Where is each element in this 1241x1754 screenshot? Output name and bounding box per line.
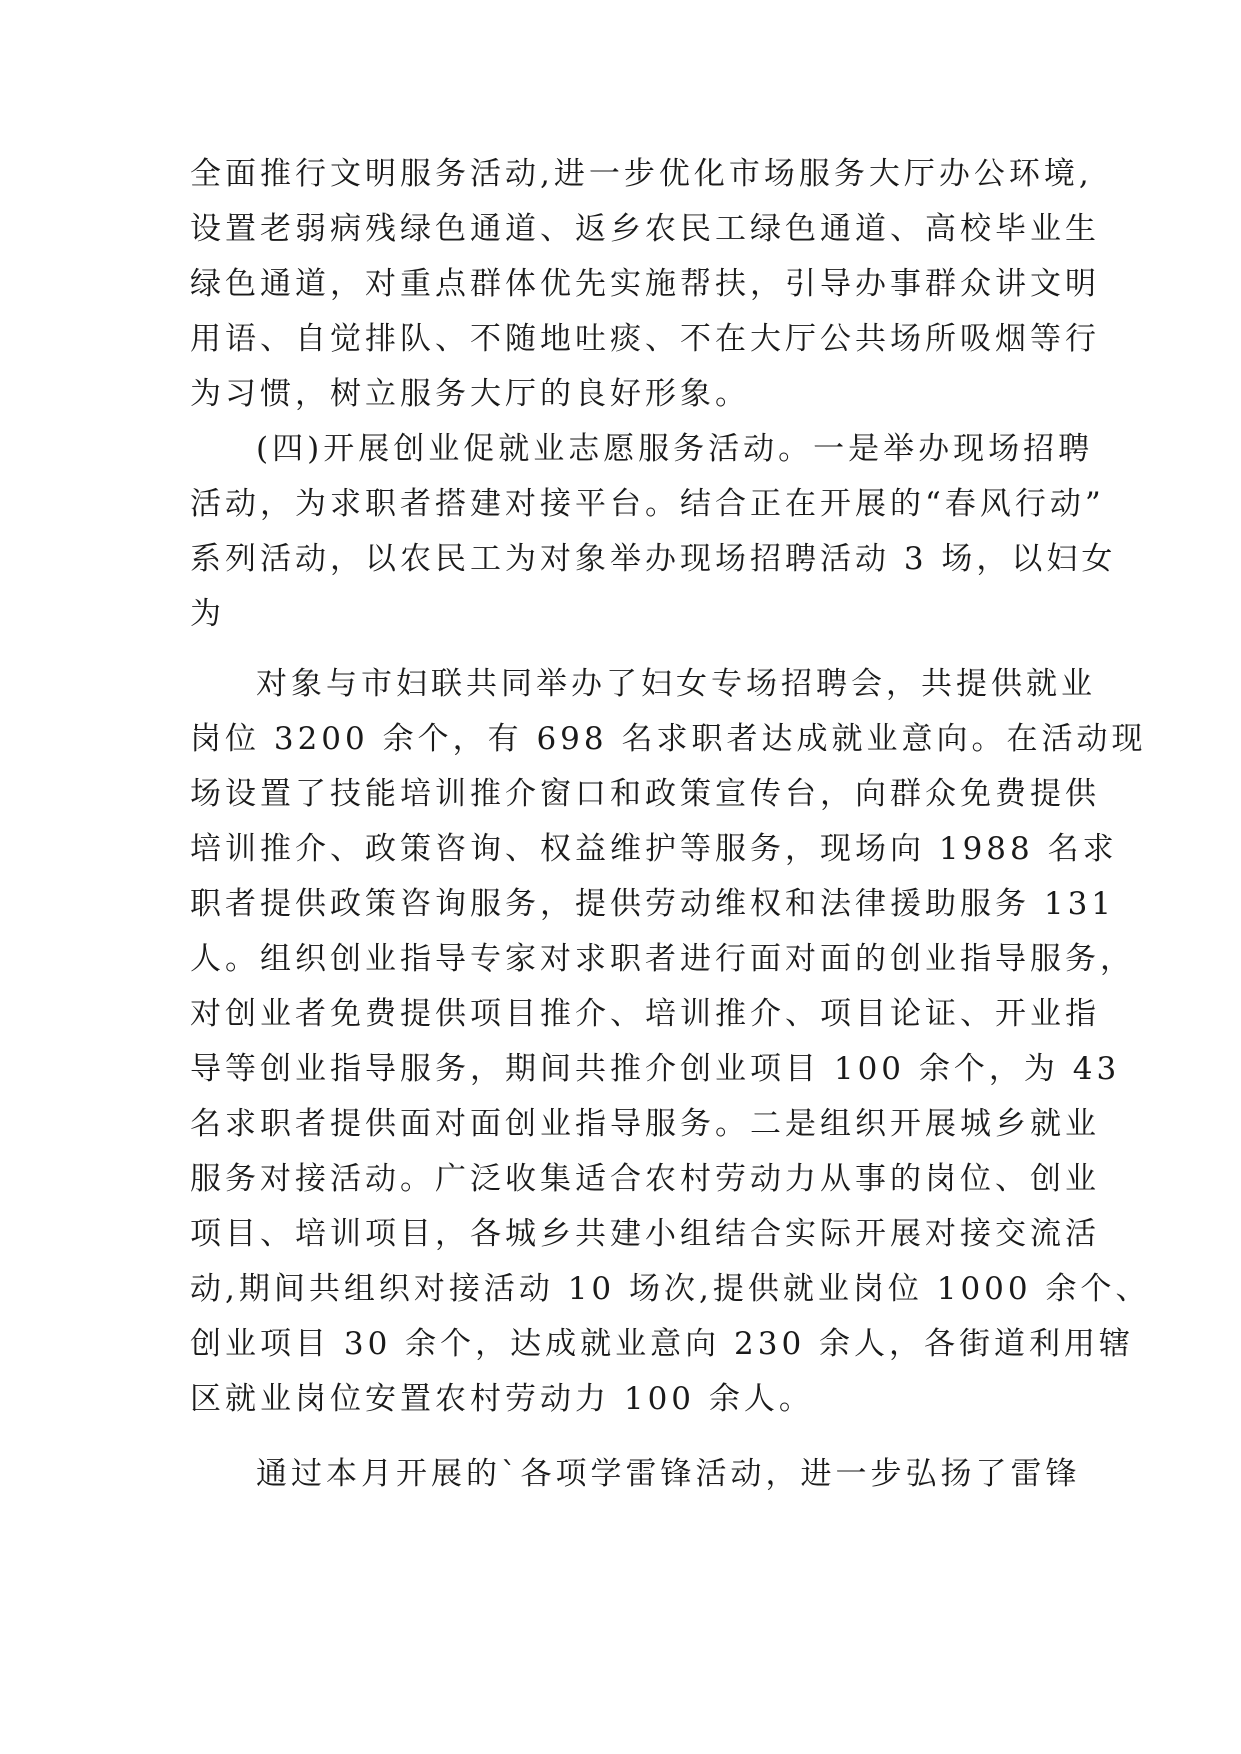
text-line: 活动，为求职者搭建对接平台。结合正在开展的“春风行动”: [190, 486, 1105, 522]
text-line: 名求职者提供面对面创业指导服务。二是组织开展城乡就业: [190, 1106, 1100, 1142]
text-line: 动,期间共组织对接活动 10 场次,提供就业岗位 1000 余个、: [190, 1271, 1151, 1307]
text-line: 培训推介、政策咨询、权益维护等服务，现场向 1988 名求: [190, 831, 1118, 867]
text-line: 设置老弱病残绿色通道、返乡农民工绿色通道、高校毕业生: [190, 211, 1100, 247]
text-line: 服务对接活动。广泛收集适合农村劳动力从事的岗位、创业: [190, 1161, 1100, 1197]
text-line: 区就业岗位安置农村劳动力 100 余人。: [190, 1381, 814, 1417]
paragraph-first-line: 通过本月开展的`各项学雷锋活动，进一步弘扬了雷锋: [256, 1456, 1081, 1492]
text-line: 岗位 3200 余个，有 698 名求职者达成就业意向。在活动现: [190, 721, 1147, 757]
text-line: 为习惯，树立服务大厅的良好形象。: [190, 376, 750, 412]
text-line: 项目、培训项目，各城乡共建小组结合实际开展对接交流活: [190, 1216, 1100, 1252]
text-line: 对创业者免费提供项目推介、培训推介、项目论证、开业指: [190, 996, 1100, 1032]
text-line: 用语、自觉排队、不随地吐痰、不在大厅公共场所吸烟等行: [190, 321, 1100, 357]
text-line: 绿色通道，对重点群体优先实施帮扶，引导办事群众讲文明: [190, 266, 1100, 302]
text-line: 系列活动，以农民工为对象举办现场招聘活动 3 场，以妇女: [190, 541, 1117, 577]
text-line: 场设置了技能培训推介窗口和政策宣传台，向群众免费提供: [190, 776, 1100, 812]
text-line: 职者提供政策咨询服务，提供劳动维权和法律援助服务 131: [190, 886, 1116, 922]
text-line: 导等创业指导服务，期间共推介创业项目 100 余个，为 43: [190, 1051, 1121, 1087]
text-line: 为: [190, 596, 225, 632]
text-line: 创业项目 30 余个，达成就业意向 230 余人，各街道利用辖: [190, 1326, 1135, 1362]
paragraph-first-line: 对象与市妇联共同举办了妇女专场招聘会，共提供就业: [256, 666, 1096, 702]
text-line: 全面推行文明服务活动,进一步优化市场服务大厅办公环境,: [190, 156, 1093, 192]
paragraph-first-line: (四)开展创业促就业志愿服务活动。一是举办现场招聘: [256, 431, 1094, 467]
text-line: 人。组织创业指导专家对求职者进行面对面的创业指导服务，: [190, 941, 1135, 977]
